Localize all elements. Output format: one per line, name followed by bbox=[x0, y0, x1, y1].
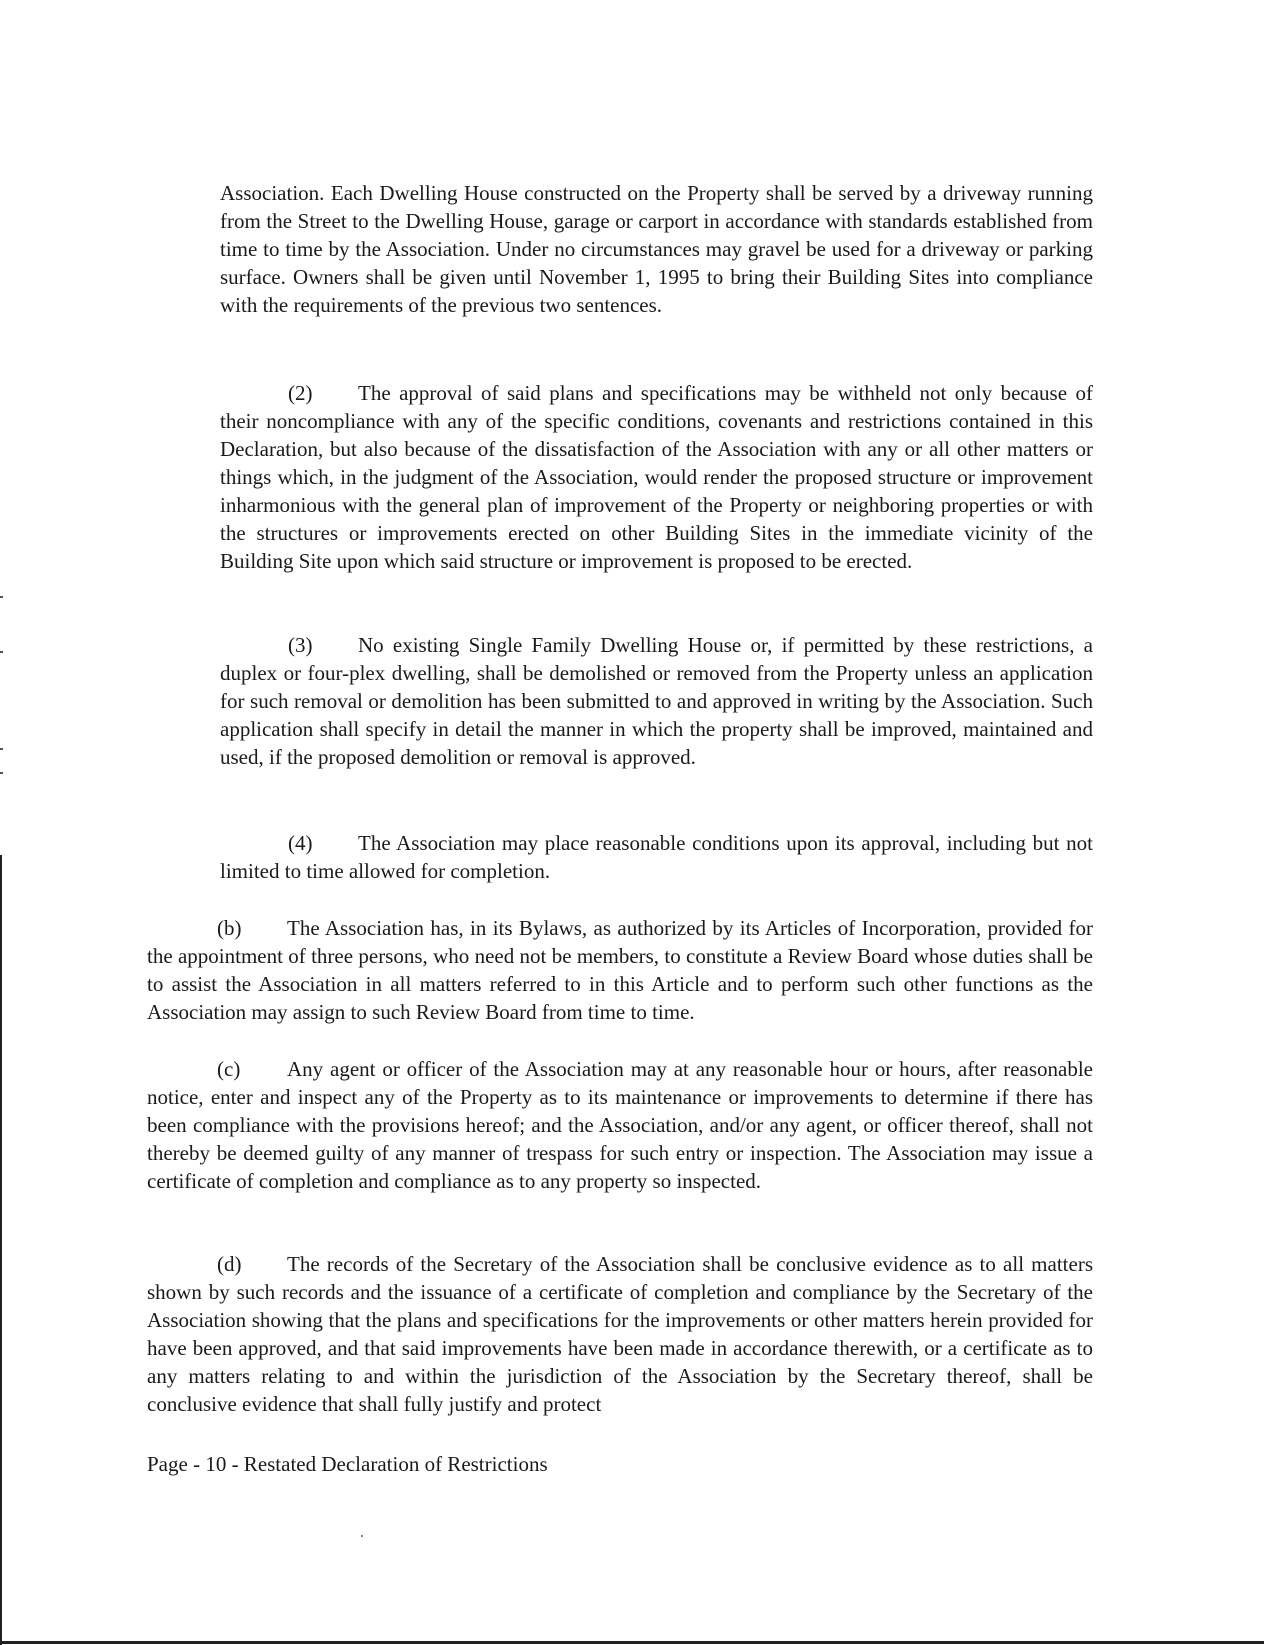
paragraph-item-2 bbox=[220, 379, 1093, 575]
scan-tick-mark bbox=[0, 748, 3, 750]
paragraph-text: The Association may place reasonable conditions upon its approval, including but not limited to time allowed for completion. bbox=[220, 831, 1093, 883]
paragraph-text: The records of the Secretary of the Association shall be conclusive evidence as to all matters shown by such records and the issuance of a certificate of completion and compliance by the Secretary of the Association showing that the plans and specifications for the improvements or other matters herein provided for have been approved, and that said improvements have been made in accordance therewith, or a certificate as to any matters relating to and within the jurisdiction of the Association by the Secretary thereof, shall be conclusive evidence that shall fully justify and protect bbox=[147, 1252, 1093, 1416]
scan-left-edge bbox=[0, 855, 2, 1645]
paragraph-section-c bbox=[147, 1055, 1093, 1195]
paragraph-item-4 bbox=[220, 829, 1093, 885]
paragraph-text: Association. Each Dwelling House constructed on the Property shall be served by a driveway running from the Street to the Dwelling House, garage or carport in accordance with standards established from time to time by the Association. Under no circumstances may gravel be used for a driveway or parking surface. Owners shall be given until November 1, 1995 to bring their Building Sites into compliance with the requirements of the previous two sentences. bbox=[220, 181, 1093, 317]
paragraph-text: The approval of said plans and specifications may be withheld not only because of their noncompliance with any of the specific conditions, covenants and restrictions contained in this Declaration, but also because of the dissatisfaction of the Association with any or all other matters or things which, in the judgment of the Association, would render the proposed structure or improvement inharmonious with the general plan of improvement of the Property or neighboring properties or with the structures or improvements erected on other Building Sites in the immediate vicinity of the Building Site upon which said structure or improvement is proposed to be erected. bbox=[220, 381, 1093, 573]
scan-tick-mark bbox=[0, 596, 3, 598]
paragraph-text: The Association has, in its Bylaws, as authorized by its Articles of Incorporation, provided for the appointment of three persons, who need not be members, to constitute a Review Board whose duties shall be to assist the Association in all matters referred to in this Article and to perform such other functions as the Association may assign to such Review Board from time to time. bbox=[147, 916, 1093, 1024]
scan-bottom-edge bbox=[0, 1641, 1264, 1644]
scan-speck bbox=[361, 1535, 363, 1537]
paragraph-marker: (2) bbox=[288, 381, 313, 405]
paragraph-driveway-continuation bbox=[220, 179, 1093, 319]
scan-tick-mark bbox=[0, 772, 3, 774]
paragraph-section-b bbox=[147, 914, 1093, 1026]
paragraph-text: Any agent or officer of the Association may at any reasonable hour or hours, after reasonable notice, enter and inspect any of the Property as to its maintenance or improvements to determine if there has been compliance with the provisions hereof; and the Association, and/or any agent, or officer thereof, shall not thereby be deemed guilty of any manner of trespass for such entry or inspection. The Association may issue a certificate of completion and compliance as to any property so inspected. bbox=[147, 1057, 1093, 1193]
paragraph-marker: (c) bbox=[217, 1057, 241, 1081]
paragraph-marker: (4) bbox=[288, 831, 313, 855]
paragraph-item-3 bbox=[220, 631, 1093, 771]
paragraph-marker: (3) bbox=[288, 633, 313, 657]
paragraph-marker: (b) bbox=[217, 916, 242, 940]
paragraph-marker: (d) bbox=[217, 1252, 242, 1276]
paragraph-text: No existing Single Family Dwelling House or, if permitted by these restrictions, a duplex or four-plex dwelling, shall be demolished or removed from the Property unless an application for such removal or demolition has been submitted to and approved in writing by the Association. Such application shall specify in detail the manner in which the property shall be improved, maintained and used, if the proposed demolition or removal is approved. bbox=[220, 633, 1093, 769]
paragraph-section-d bbox=[147, 1250, 1093, 1418]
page-footer: Page - 10 - Restated Declaration of Restrictions bbox=[147, 1452, 548, 1476]
scan-tick-mark bbox=[0, 651, 3, 653]
